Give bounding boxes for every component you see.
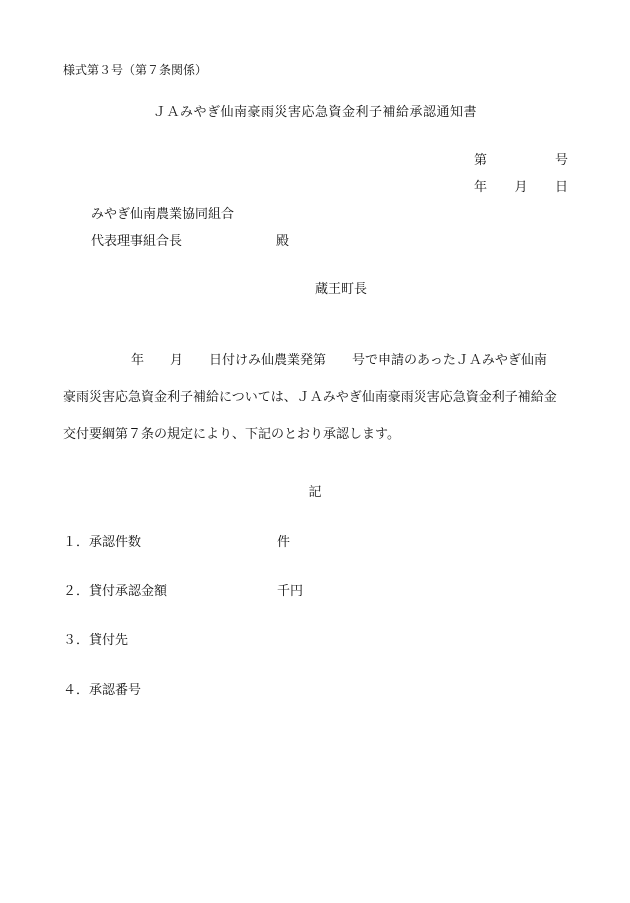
item-approval-number: [63, 684, 277, 697]
reference-number-suffix: 号: [554, 153, 568, 168]
item-unit: 千円: [277, 584, 304, 599]
body-line-2: 豪雨災害応急資金利子補給については、ＪＡみやぎ仙南豪雨災害応急資金利子補給金: [63, 390, 557, 405]
date-day: 日: [554, 180, 568, 195]
item-label: 承認件数: [89, 535, 142, 550]
item-number: ３．: [63, 633, 90, 648]
record-heading: 記: [308, 485, 322, 500]
sender-name: 蔵王町長: [315, 282, 368, 297]
body-text-1: 年 月 日付けみ仙農業発第 号で申請のあったＪＡみやぎ仙南: [131, 353, 547, 368]
item-number: １．: [63, 535, 90, 550]
item-number: ２．: [63, 584, 90, 599]
item-label: 貸付承認金額: [89, 584, 168, 599]
addressee-position: 代表理事組合長: [91, 234, 183, 249]
form-number: 様式第３号（第７条関係）: [63, 63, 208, 77]
item-borrower: [63, 634, 277, 647]
body-line-1: [63, 354, 575, 367]
reference-number: [474, 154, 568, 167]
issue-date: [474, 181, 568, 194]
item-approval-count: [63, 536, 290, 549]
addressee-organization: みやぎ仙南農業協同組合: [91, 207, 235, 222]
item-label: 貸付先: [89, 633, 129, 648]
item-label: 承認番号: [89, 683, 142, 698]
document-title: ＪＡみやぎ仙南豪雨災害応急資金利子補給承認通知書: [152, 105, 477, 120]
body-line-3: 交付要綱第７条の規定により、下記のとおり承認します。: [63, 427, 400, 442]
date-year: 年: [474, 180, 488, 195]
item-number: ４．: [63, 683, 90, 698]
item-unit: 件: [277, 535, 291, 550]
reference-number-prefix: 第: [474, 153, 488, 168]
item-loan-amount: [63, 585, 303, 598]
date-month: 月: [514, 180, 528, 195]
addressee-honorific: 殿: [276, 234, 290, 249]
